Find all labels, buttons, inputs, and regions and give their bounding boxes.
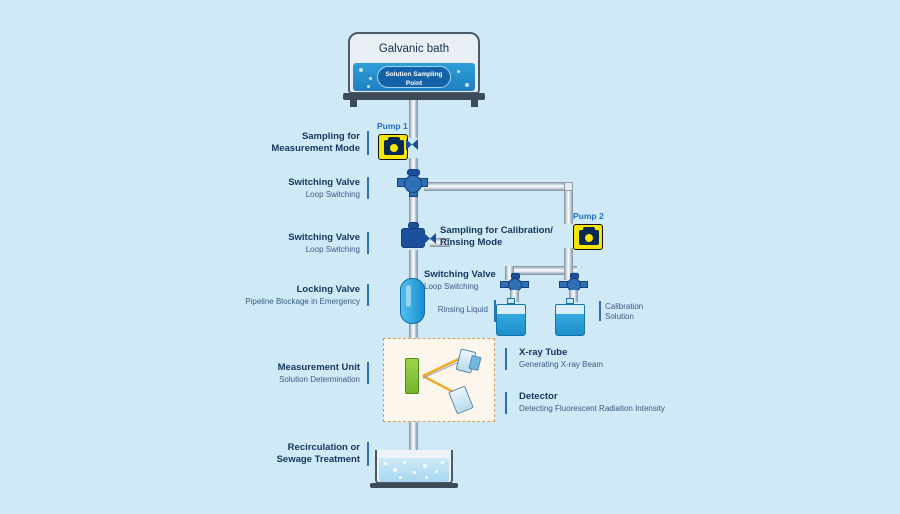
measurement-cuvette — [405, 358, 419, 394]
label-switching-valve-2 — [180, 232, 360, 255]
pipe-bath-to-pump1 — [409, 98, 418, 138]
label-sampling-calibration-rinsing — [440, 225, 590, 249]
pump-1-rotor-icon — [390, 144, 398, 152]
label-locking-valve — [170, 284, 360, 307]
switching-valve-2-connector-icon — [423, 232, 437, 245]
label-measurement-unit-title: Measurement Unit — [277, 362, 360, 373]
label-switching-valve-1-subtitle: Loop Switching — [305, 189, 360, 199]
pipe-down-to-pump2 — [564, 186, 573, 224]
label-sampling-calibration-line1: Sampling for Calibration/ — [440, 225, 553, 236]
label-switching-valve-3-subtitle: Loop Switching — [424, 281, 479, 291]
pump-1-label: Pump 1 — [377, 121, 408, 131]
tick-locking-valve — [367, 284, 369, 306]
galvanic-bath-base — [343, 93, 485, 100]
label-calibration-line1: Calibration — [605, 302, 644, 311]
label-sampling-calibration-line2: Rinsing Mode — [440, 236, 503, 248]
tick-rinsing — [494, 300, 496, 322]
sampling-point-line2: Point — [405, 80, 423, 87]
tick-recirculation — [367, 442, 369, 466]
locking-valve — [400, 278, 425, 324]
label-locking-valve-subtitle: Pipeline Blockage in Emergency — [245, 296, 360, 306]
switching-valve-1-hub — [404, 175, 422, 193]
sampling-point-line1: Solution Sampling — [385, 71, 443, 78]
pump-2-label: Pump 2 — [573, 211, 604, 221]
recirculation-tank-base — [370, 483, 458, 488]
label-locking-valve-title: Locking Valve — [296, 284, 360, 295]
label-calibration-line2: Solution — [605, 312, 634, 321]
switching-valve-2-body — [401, 228, 425, 248]
label-recirculation-line1: Recirculation or — [287, 442, 360, 453]
label-recirculation — [180, 442, 360, 466]
label-switching-valve-2-subtitle: Loop Switching — [305, 244, 360, 254]
bottle-valve-right-actuator — [570, 273, 579, 279]
switching-valve-1-actuator — [407, 169, 420, 176]
galvanic-bath-foot-left — [350, 100, 357, 107]
label-detector-title: Detector — [519, 391, 558, 402]
tick-measurement-unit — [367, 362, 369, 384]
label-measurement-unit — [180, 362, 360, 385]
measurement-unit-beams — [383, 338, 495, 422]
label-detector-subtitle: Detecting Fluorescent Radiation Intensity — [519, 403, 665, 413]
tick-sampling-measurement-mode — [367, 131, 369, 155]
tick-detector — [505, 392, 507, 414]
label-switching-valve-1 — [180, 177, 360, 200]
pump-1-connector-icon — [405, 138, 419, 151]
label-measurement-unit-subtitle: Solution Determination — [279, 374, 360, 384]
recirculation-tank-liquid — [379, 458, 449, 482]
label-sampling-measurement-mode-line1: Sampling for — [301, 131, 360, 142]
label-rinsing-liquid — [420, 305, 488, 315]
switching-valve-2-actuator — [408, 222, 419, 229]
label-switching-valve-2-title: Switching Valve — [288, 232, 360, 243]
label-sampling-measurement-mode-line2: Measurement Mode — [271, 142, 360, 154]
label-switching-valve-3 — [424, 269, 564, 292]
solution-sampling-point — [377, 66, 451, 88]
pipe-valve1-branch-right — [424, 182, 569, 191]
label-switching-valve-3-title: Switching Valve — [424, 269, 496, 280]
galvanic-bath-title: Galvanic bath — [378, 43, 450, 55]
galvanic-bath-foot-right — [471, 100, 478, 107]
label-xray-tube — [519, 347, 699, 370]
tick-switching-valve-2 — [367, 232, 369, 254]
label-detector — [519, 391, 739, 414]
pipe-corner-top-right — [564, 182, 573, 191]
tick-calibration — [599, 301, 601, 321]
label-switching-valve-1-title: Switching Valve — [288, 177, 360, 188]
tick-switching-valve-1 — [367, 177, 369, 199]
label-xray-tube-subtitle: Generating X-ray Beam — [519, 359, 604, 369]
label-calibration-solution — [605, 302, 685, 322]
label-xray-tube-title: X-ray Tube — [519, 347, 568, 358]
label-rinsing-liquid-text: Rinsing Liquid — [437, 305, 488, 314]
calibration-solution-bottle — [555, 304, 585, 336]
pump-1 — [378, 134, 408, 160]
label-sampling-measurement-mode — [180, 131, 360, 155]
label-recirculation-line2: Sewage Treatment — [276, 453, 360, 465]
rinsing-liquid-bottle — [496, 304, 526, 336]
tick-xray-tube — [505, 348, 507, 370]
